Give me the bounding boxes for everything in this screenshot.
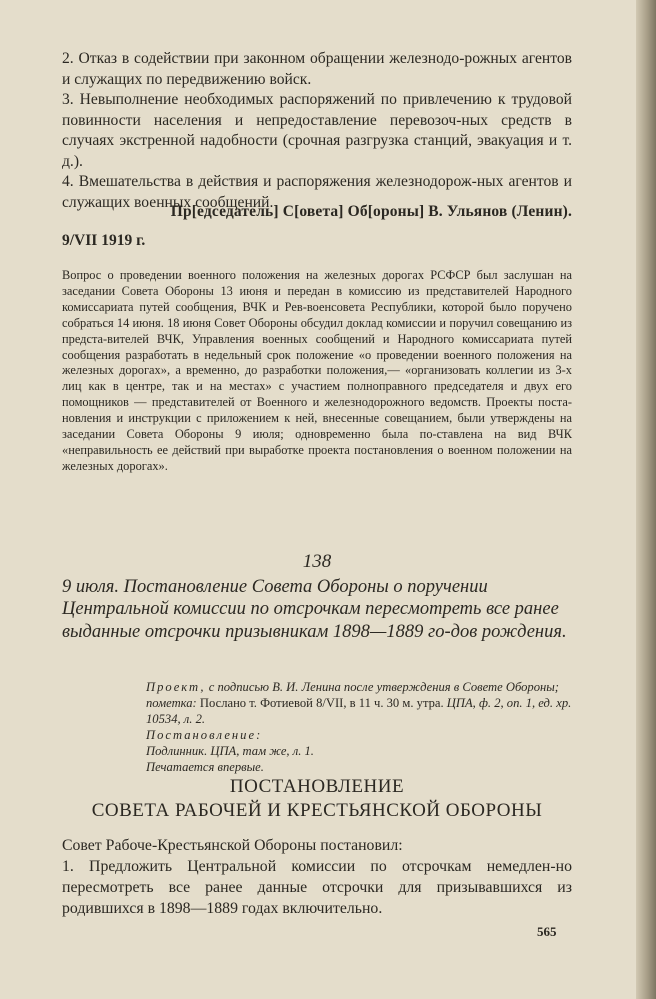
source-draft-archive: ЦПА, ф. 2, оп. 1, ед. хр. 10534, л. 2. (146, 696, 572, 727)
source-note (146, 679, 572, 776)
signature: Пр[едседатель] С[овета] Об[ороны] В. Ульянов (Ленин). (170, 203, 572, 220)
document-number: 138 (302, 551, 332, 572)
resolution-intro: Совет Рабоче-Крестьянской Обороны постановил: (62, 837, 403, 854)
heading-council: СОВЕТА РАБОЧЕЙ И КРЕСТЬЯНСКОЙ ОБОРОНЫ (91, 800, 543, 821)
source-line-2: Постановление: (146, 728, 263, 743)
heading-resolution: ПОСТАНОВЛЕНИЕ (229, 776, 405, 797)
source-draft-mark: Послано т. Фотиевой 8/VII, в 11 ч. 30 м. утра. (196, 696, 444, 711)
item-4: 4. Вмешательства в действия и распоряжения железнодорож-ных агентов и служащих военных сообщений. (62, 173, 572, 211)
page-gutter-shadow (636, 0, 656, 999)
source-draft-label: Проект, (146, 680, 206, 694)
source-line-3: Подлинник. ЦПА, там же, л. 1. (146, 744, 314, 759)
resolution-body (62, 835, 572, 919)
signature-date: 9/VII 1919 г. (62, 232, 146, 249)
resolution-item-1: 1. Предложить Центральной комиссии по отсрочкам немедлен-но пересмотреть все ранее данные отсрочки для призывавшихся из родившихся в 1898—1889 годах включительно. (62, 858, 572, 917)
document-title: 9 июля. Постановление Совета Обороны о поручении Центральной комиссии по отсрочкам пересмотреть все ранее выданные отсрочки призывникам 1898—1889 го-дов рождения. (62, 577, 567, 642)
item-2: 2. Отказ в содействии при законном обращении железнодо-рожных агентов и служащих по передвижению войск. (62, 50, 572, 88)
editorial-note: Вопрос о проведении военного положения на железных дорогах РСФСР был заслушан на заседании Совета Обороны 13 июня и передан в комиссию из представителей Народного комиссариата путей сообщения, ВЧК и Рев-военсовета Республики, которой было поручено собраться 14 июня. 18 июня Совет Обороны обсудил доклад комиссии и поручил совещанию из предста-вителей ВЧК, Управления военных сообщений и Народного комиссариата путей сообщения разработать в недельный срок положение «о проведении военного положения на железных дорогах», а временно, до разработки положения,— «организовать коллегии из 3-х лиц как в центре, так и на местах» с участием полноправного председателя и двух его помощников — представителей от Военного и железнодорожного ведомств. Проекты поста-новления и инструкции с приложением к ней, внесенные совещанием, были утверждены на заседании Совета Обороны 9 июля; одновременно была по-ставлена на вид ВЧК «неправильность ее действий при выработке проекта постановления о военном положении на железных дорогах». (62, 268, 572, 473)
top-items (62, 49, 572, 213)
item-3: 3. Невыполнение необходимых распоряжений по привлечению к трудовой повинности населения и непредоставление перевозоч-ных средств в случаях экстренной надобности (срочная разгрузка станций, эвакуация и т. д.). (62, 91, 572, 170)
source-draft-desc: с подписью В. И. Ленина после утверждения в Совете Обороны; пометка: (146, 680, 559, 711)
source-line-1 (146, 679, 572, 727)
source-line-4: Печатается впервые. (146, 760, 264, 775)
page-number: 565 (537, 924, 557, 939)
